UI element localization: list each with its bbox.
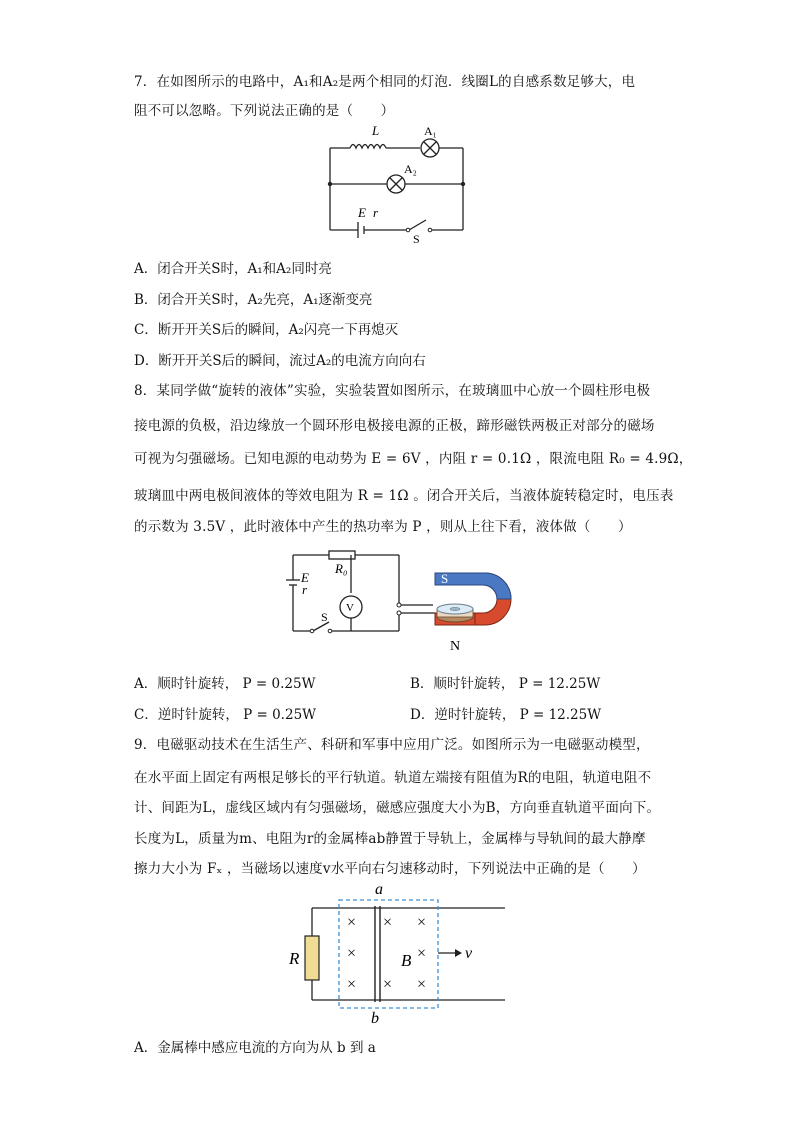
q7-option-c: C．断开开关S后的瞬间，A₂闪亮一下再熄灭 [134,322,399,338]
label-v: v [465,945,473,962]
label-S: S [413,232,420,243]
svg-text:×: × [383,914,393,931]
q8-apparatus-figure [285,545,525,655]
q7-option-d: D．断开开关S后的瞬间，流过A₂的电流方向向右 [134,353,426,369]
label-A1: A₁ [424,124,437,138]
label-E: E [301,570,309,585]
label-a: a [375,881,383,898]
magnet-S-label: S [441,571,449,586]
label-b: b [371,1010,379,1027]
q8-stem-line3: 可视为匀强磁场。已知电源的电动势为 E = 6V ，内阻 r = 0.1Ω ，限流电阻 R₀ = 4.9Ω， [134,451,693,467]
q9-stem-line5: 擦力大小为 Fₓ ，当磁场以速度v水平向右匀速移动时，下列说法中正确的是（ ） [134,861,646,877]
q8-option-d: D．逆时针旋转， P = 12.25W [410,707,602,723]
q8-stem-line5: 的示数为 3.5V ，此时液体中产生的热功率为 P ，则从上往下看，液体做（ ） [134,519,632,535]
resistor-icon [305,936,319,980]
svg-text:×: × [347,914,357,931]
svg-text:×: × [417,914,427,931]
svg-text:×: × [417,976,427,993]
svg-text:×: × [347,976,357,993]
q9-stem-line4: 长度为L，质量为m、电阻为r的金属棒ab静置于导轨上，金属棒与导轨间的最大静摩 [134,831,646,847]
label-r: r [302,582,308,597]
q8-stem-line4: 玻璃皿中两电极间液体的等效电阻为 R = 1Ω 。闭合开关后，当液体旋转稳定时，电压表 [134,488,674,504]
q7-circuit-figure [320,118,480,243]
label-r: r [373,205,379,220]
label-E: E [358,205,366,220]
q9-stem-line1: 9．电磁驱动技术在生活生产、科研和军事中应用广泛。如图所示为一电磁驱动模型， [134,737,650,753]
q9-option-a: A．金属棒中感应电流的方向为从 b 到 a [134,1040,376,1056]
label-R: R [289,949,300,968]
label-B: B [401,951,412,970]
switch-icon [409,220,426,230]
label-V: V [346,602,354,614]
field-cross-marks [347,914,426,993]
q9-stem-line3: 计、间距为L，虚线区域内有匀强磁场，磁感应强度大小为B，方向垂直轨道平面向下。 [134,800,661,816]
q7-option-b: B．闭合开关S时，A₂先亮，A₁逐渐变亮 [134,292,373,308]
q8-stem-line1: 8．某同学做“旋转的液体”实验，实验装置如图所示，在玻璃皿中心放一个圆柱形电极 [134,383,651,399]
label-A2: A₂ [404,162,417,176]
q8-option-c: C．逆时针旋转， P = 0.25W [134,707,317,723]
q8-stem-line2: 接电源的负极，沿边缘放一个圆环形电极接电源的正极，蹄形磁铁两极正对部分的磁场 [134,418,655,434]
q7-stem-line2: 阻不可以忽略。下列说法正确的是（ ） [134,103,395,119]
q9-rail-figure [285,878,515,1028]
q8-option-a: A．顺时针旋转， P = 0.25W [134,676,316,692]
inductor-coil [350,145,386,149]
q8-option-b: B．顺时针旋转， P = 12.25W [410,676,601,692]
glass-dish-icon [437,604,473,622]
magnet-N-label: N [450,639,461,654]
svg-text:×: × [417,945,427,962]
q9-stem-line2: 在水平面上固定有两根足够长的平行轨道。轨道左端接有阻值为R的电阻，轨道电阻不 [134,770,652,786]
label-L: L [372,123,380,138]
label-R0: R₀ [335,561,348,576]
q7-option-a: A．闭合开关S时，A₁和A₂同时亮 [134,261,332,277]
svg-text:×: × [347,945,357,962]
q7-stem-line1: 7．在如图所示的电路中，A₁和A₂是两个相同的灯泡．线圈L的自感系数足够大，电 [134,74,636,90]
label-S: S [321,610,328,624]
svg-text:×: × [383,976,393,993]
